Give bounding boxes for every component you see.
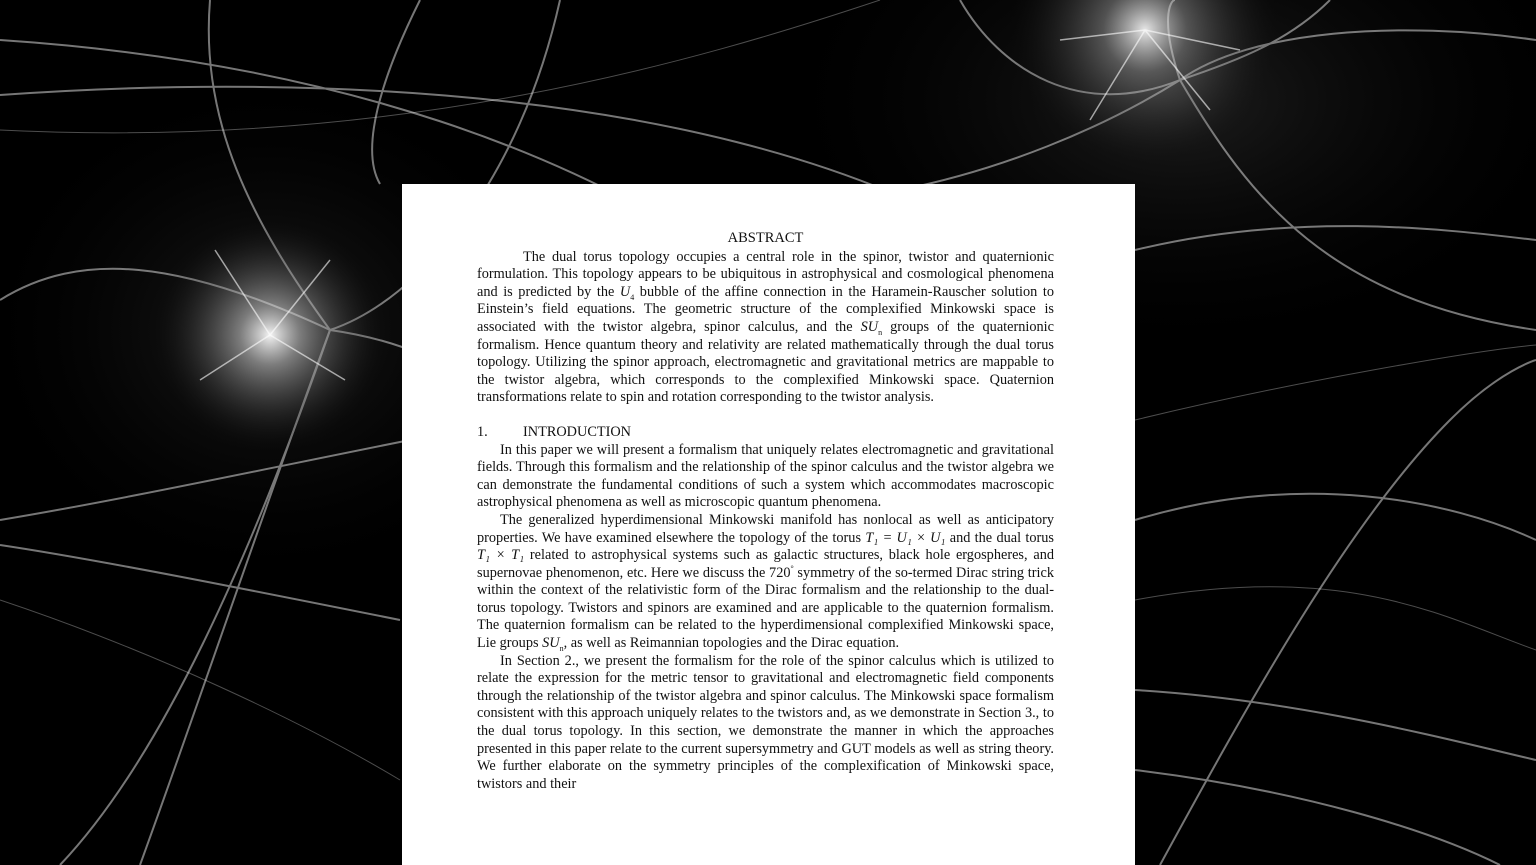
section-title: INTRODUCTION — [523, 423, 632, 440]
paper-page — [402, 184, 1135, 865]
section-heading-introduction — [477, 424, 1054, 442]
intro-paragraph-2: The generalized hyperdimensional Minkowski manifold has nonlocal as well as anticipatory properties. We have examined elsewhere the topology of the torus T₁ = U₁ × U₁ and the dual torus T₁ × T₁ related to astrophysical systems such as galactic structures, black hole ergospheres, and supernovae phenomenon, etc. Here we discuss the 720° symmetry of the so-termed Dirac string trick within the context of the relativistic form of the Dirac formalism and the relationship to the dual-torus topology. Twistors and spinors are examined and are applicable to the quaternion formalism. The quaternion formalism can be related to the hyperdimensional complexified Minkowski space, Lie groups $SU_n$, as well as Reimannian topologies and the Dirac equation. — [477, 511, 1055, 653]
intro-paragraph-1: In this paper we will present a formalism that uniquely relates electromagnetic and gravitational fields. Through this formalism and the relationship of the spinor calculus and the twistor algebra we can demonstrate the fundamental conditions of such a system which accommodates macroscopic astrophysical phenomena as well as microscopic quantum phenomena. — [477, 441, 1054, 511]
section-number: 1. — [477, 423, 488, 440]
intro-paragraph-3: In Section 2., we present the formalism for the role of the spinor calculus which is utilized to relate the expression for the metric tensor to gravitational and electromagnetic field components through the relationship of the twistor algebra and spinor calculus. The Minkowski space formalism consistent with this approach uniquely relates to the twistors and, as we demonstrate in Section 3., to the dual torus topology. In this section, we demonstrate the manner in which the approaches presented in this paper relate to the current supersymmetry and GUT models as well as string theory. We further elaborate on the symmetry principles of the complexification of Minkowski space, twistors and their — [477, 652, 1054, 792]
abstract-title: ABSTRACT — [727, 230, 804, 246]
abstract-paragraph: The dual torus topology occupies a central role in the spinor, twistor and quaternionic formulation. This topology appears to be ubiquitous in astrophysical and cosmological phenomena and is predicted by the $U_4$ bubble of the affine connection in the Haramein-Rauscher solution to Einstein’s field equations. The geometric structure of the complexified Minkowski space is associated with the twistor algebra, spinor calculus, and the $SU_n$ groups of the quaternionic formalism. Hence quantum theory and relativity are related mathematically through the dual torus topology. Utilizing the spinor approach, electromagnetic and gravitational metrics are mappable to the twistor algebra, which corresponds to the complexified Minkowski space. Quaternion transformations relate to spin and rotation corresponding to the twistor analysis. — [477, 248, 1054, 406]
